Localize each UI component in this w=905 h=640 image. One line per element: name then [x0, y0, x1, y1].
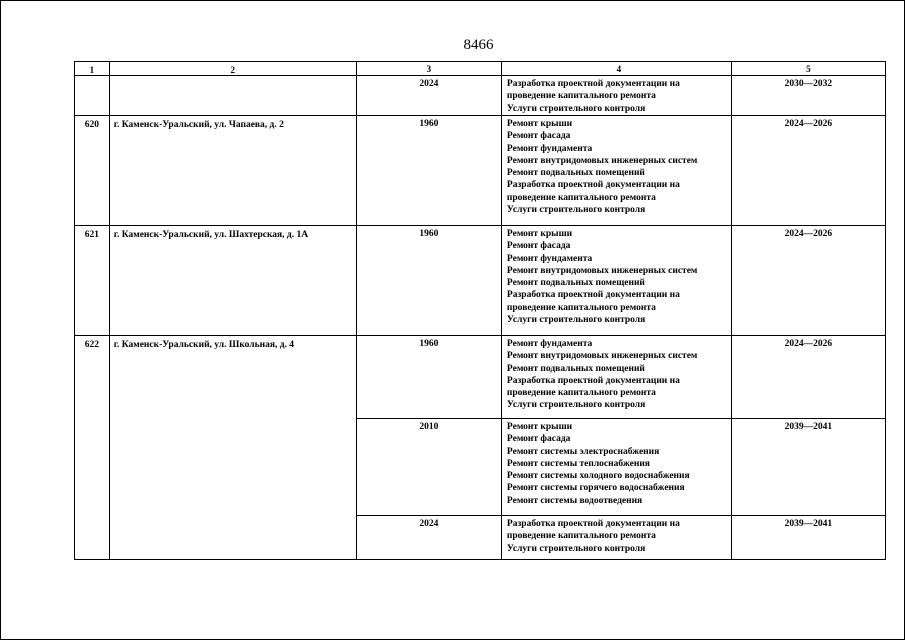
entry-number	[75, 76, 110, 116]
work-item: проведение капитального ремонта	[506, 531, 656, 542]
work-item: Ремонт системы горячего водоснабжения	[506, 483, 685, 494]
repair-period: 2030—2032	[731, 76, 885, 116]
work-item: Ремонт фундамента	[506, 339, 593, 349]
repair-period: 2039—2041	[731, 516, 885, 560]
work-item: Ремонт крыши	[506, 422, 573, 432]
work-item: Ремонт внутридомовых инженерных систем	[506, 265, 698, 276]
work-item: Разработка проектной документации на	[506, 290, 680, 301]
work-item: Ремонт системы электроснабжения	[506, 446, 660, 457]
work-item: Ремонт внутридомовых инженерных систем	[506, 351, 698, 362]
repair-period: 2024—2026	[731, 226, 885, 336]
construction-year: 2010	[356, 419, 501, 516]
entry-number: 621	[75, 226, 110, 336]
work-item: Ремонт подвальных помещений	[506, 278, 645, 289]
work-item: Ремонт фасада	[506, 131, 571, 142]
entry-number: 620	[75, 116, 110, 226]
works-list	[501, 116, 731, 226]
work-item: Ремонт фундамента	[506, 143, 593, 154]
table-header	[75, 62, 886, 76]
header-col-3: 3	[356, 62, 501, 76]
entry-number: 622	[75, 336, 110, 560]
repair-period: 2024—2026	[731, 336, 885, 419]
repair-schedule-table	[74, 61, 886, 560]
work-item: Ремонт крыши	[506, 119, 573, 129]
work-item: Услуги строительного контроля	[506, 400, 646, 411]
works-list	[501, 226, 731, 336]
entry-address: г. Каменск-Уральский, ул. Школьная, д. 4	[109, 336, 356, 560]
work-item: Услуги строительного контроля	[506, 315, 646, 326]
works-list	[501, 336, 731, 419]
work-item: Ремонт фасада	[506, 434, 571, 445]
table-row	[75, 336, 886, 419]
work-item: Ремонт крыши	[506, 229, 573, 239]
work-item: Разработка проектной документации на	[506, 519, 680, 529]
work-item: Ремонт системы теплоснабжения	[506, 458, 650, 469]
repair-period: 2039—2041	[731, 419, 885, 516]
header-col-4: 4	[501, 62, 731, 76]
construction-year: 2024	[356, 76, 501, 116]
work-item: проведение капитального ремонта	[506, 192, 656, 203]
work-item: Ремонт фундамента	[506, 253, 593, 264]
work-item: проведение капитального ремонта	[506, 91, 656, 102]
work-item: Услуги строительного контроля	[506, 103, 646, 114]
work-item: Разработка проектной документации на	[506, 375, 680, 386]
header-col-1: 1	[75, 62, 110, 76]
construction-year: 1960	[356, 226, 501, 336]
works-list	[501, 76, 731, 116]
construction-year: 1960	[356, 116, 501, 226]
table-body	[75, 76, 886, 560]
repair-period: 2024—2026	[731, 116, 885, 226]
works-list	[501, 419, 731, 516]
construction-year: 2024	[356, 516, 501, 560]
work-item: Разработка проектной документации на	[506, 79, 680, 89]
works-list	[501, 516, 731, 560]
work-item: проведение капитального ремонта	[506, 388, 656, 399]
header-col-2: 2	[109, 62, 356, 76]
page-number: 8466	[463, 37, 494, 53]
work-item: Разработка проектной документации на	[506, 180, 680, 191]
work-item: Ремонт подвальных помещений	[506, 363, 645, 374]
work-item: Услуги строительного контроля	[506, 543, 646, 554]
table-row	[75, 76, 886, 116]
work-item: Ремонт системы холодного водоснабжения	[506, 471, 690, 482]
work-item: проведение капитального ремонта	[506, 302, 656, 313]
table-row	[75, 116, 886, 226]
table-row	[75, 226, 886, 336]
work-item: Услуги строительного контроля	[506, 205, 646, 216]
entry-address: г. Каменск-Уральский, ул. Чапаева, д. 2	[109, 116, 356, 226]
entry-address: г. Каменск-Уральский, ул. Шахтерская, д. 1А	[109, 226, 356, 336]
header-row	[75, 62, 886, 76]
work-item: Ремонт фасада	[506, 241, 571, 252]
header-col-5: 5	[731, 62, 885, 76]
entry-address	[109, 76, 356, 116]
construction-year: 1960	[356, 336, 501, 419]
work-item: Ремонт системы водоотведения	[506, 495, 643, 506]
work-item: Ремонт внутридомовых инженерных систем	[506, 155, 698, 166]
work-item: Ремонт подвальных помещений	[506, 168, 645, 179]
